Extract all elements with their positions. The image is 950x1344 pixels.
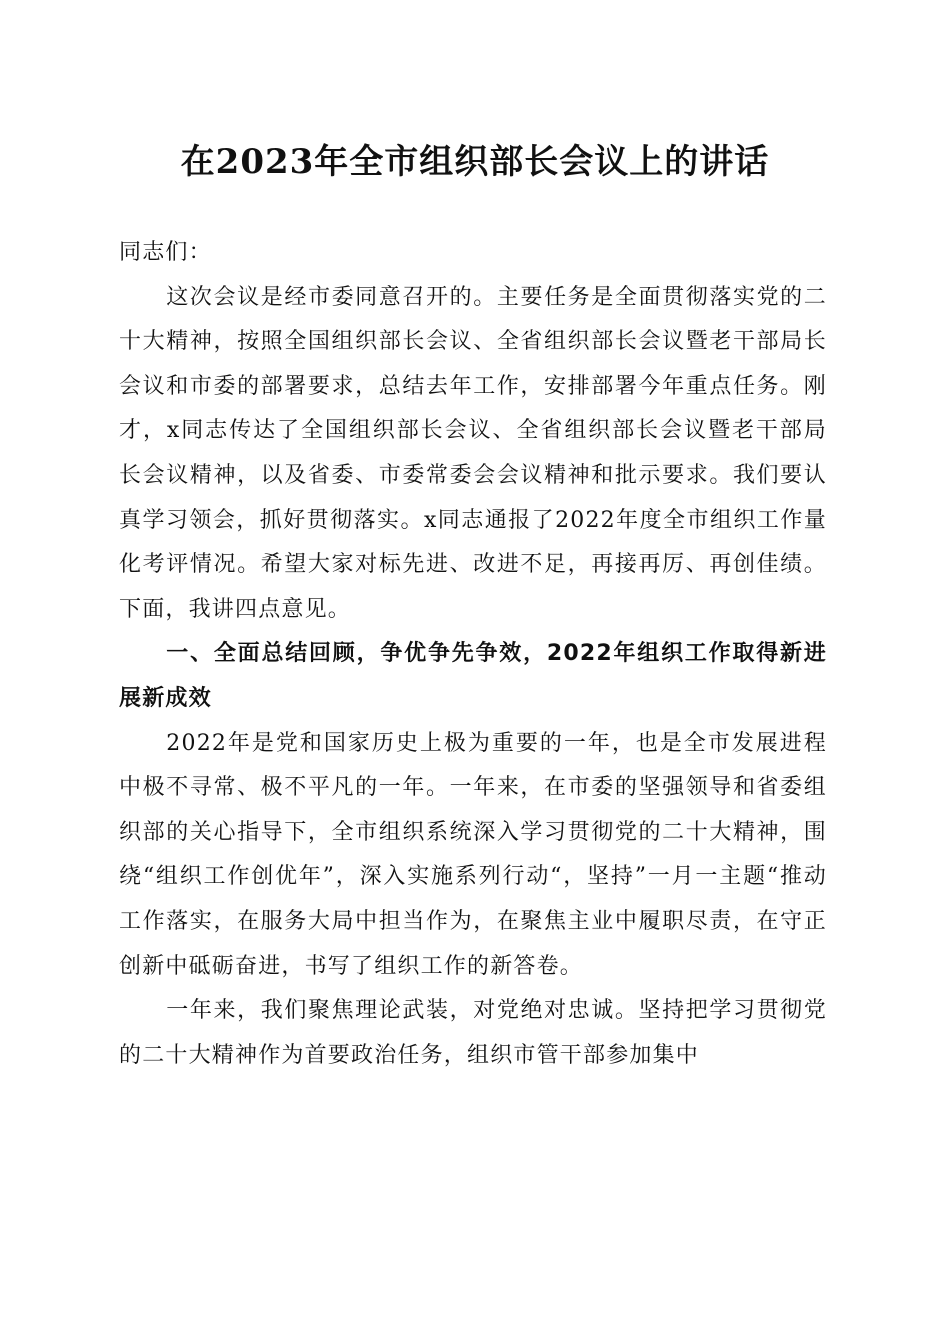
section-heading-1: 一、全面总结回顾，争优争先争效，2022年组织工作取得新进展新成效 (119, 641, 827, 711)
salutation: 同志们： (119, 240, 212, 265)
paragraph-section-2: 一年来，我们聚焦理论武装，对党绝对忠诚。坚持把学习贯彻党的二十大精神作为首要政治任务，组织市管干部参加集中 (119, 998, 827, 1068)
paragraph-section-1: 2022年是党和国家历史上极为重要的一年，也是全市发展进程中极不寻常、极不平凡的一年。一年来，在市委的坚强领导和省委组织部的关心指导下，全市组织系统深入学习贯彻党的二十大精神，围绕“组织工作创优年”，深入实施系列行动“，坚持”一月一主题“推动工作落实，在服务大局中担当作为，在聚焦主业中履职尽责，在守正创新中砥砺奋进，书写了组织工作的新答卷。 (119, 730, 827, 979)
paragraph-intro: 这次会议是经市委同意召开的。主要任务是全面贯彻落实党的二十大精神，按照全国组织部长会议、全省组织部长会议暨老干部局长会议和市委的部署要求，总结去年工作，安排部署今年重点任务。刚才，x同志传达了全国组织部长会议、全省组织部长会议暨老干部局长会议精神，以及省委、市委常委会会议精神和批示要求。我们要认真学习领会，抓好贯彻落实。x同志通报了2022年度全市组织工作量化考评情况。希望大家对标先进、改进不足，再接再厉、再创佳绩。下面，我讲四点意见。 (119, 284, 827, 622)
document-body (119, 231, 827, 1078)
document-title: 在2023年全市组织部长会议上的讲话 (180, 142, 770, 182)
